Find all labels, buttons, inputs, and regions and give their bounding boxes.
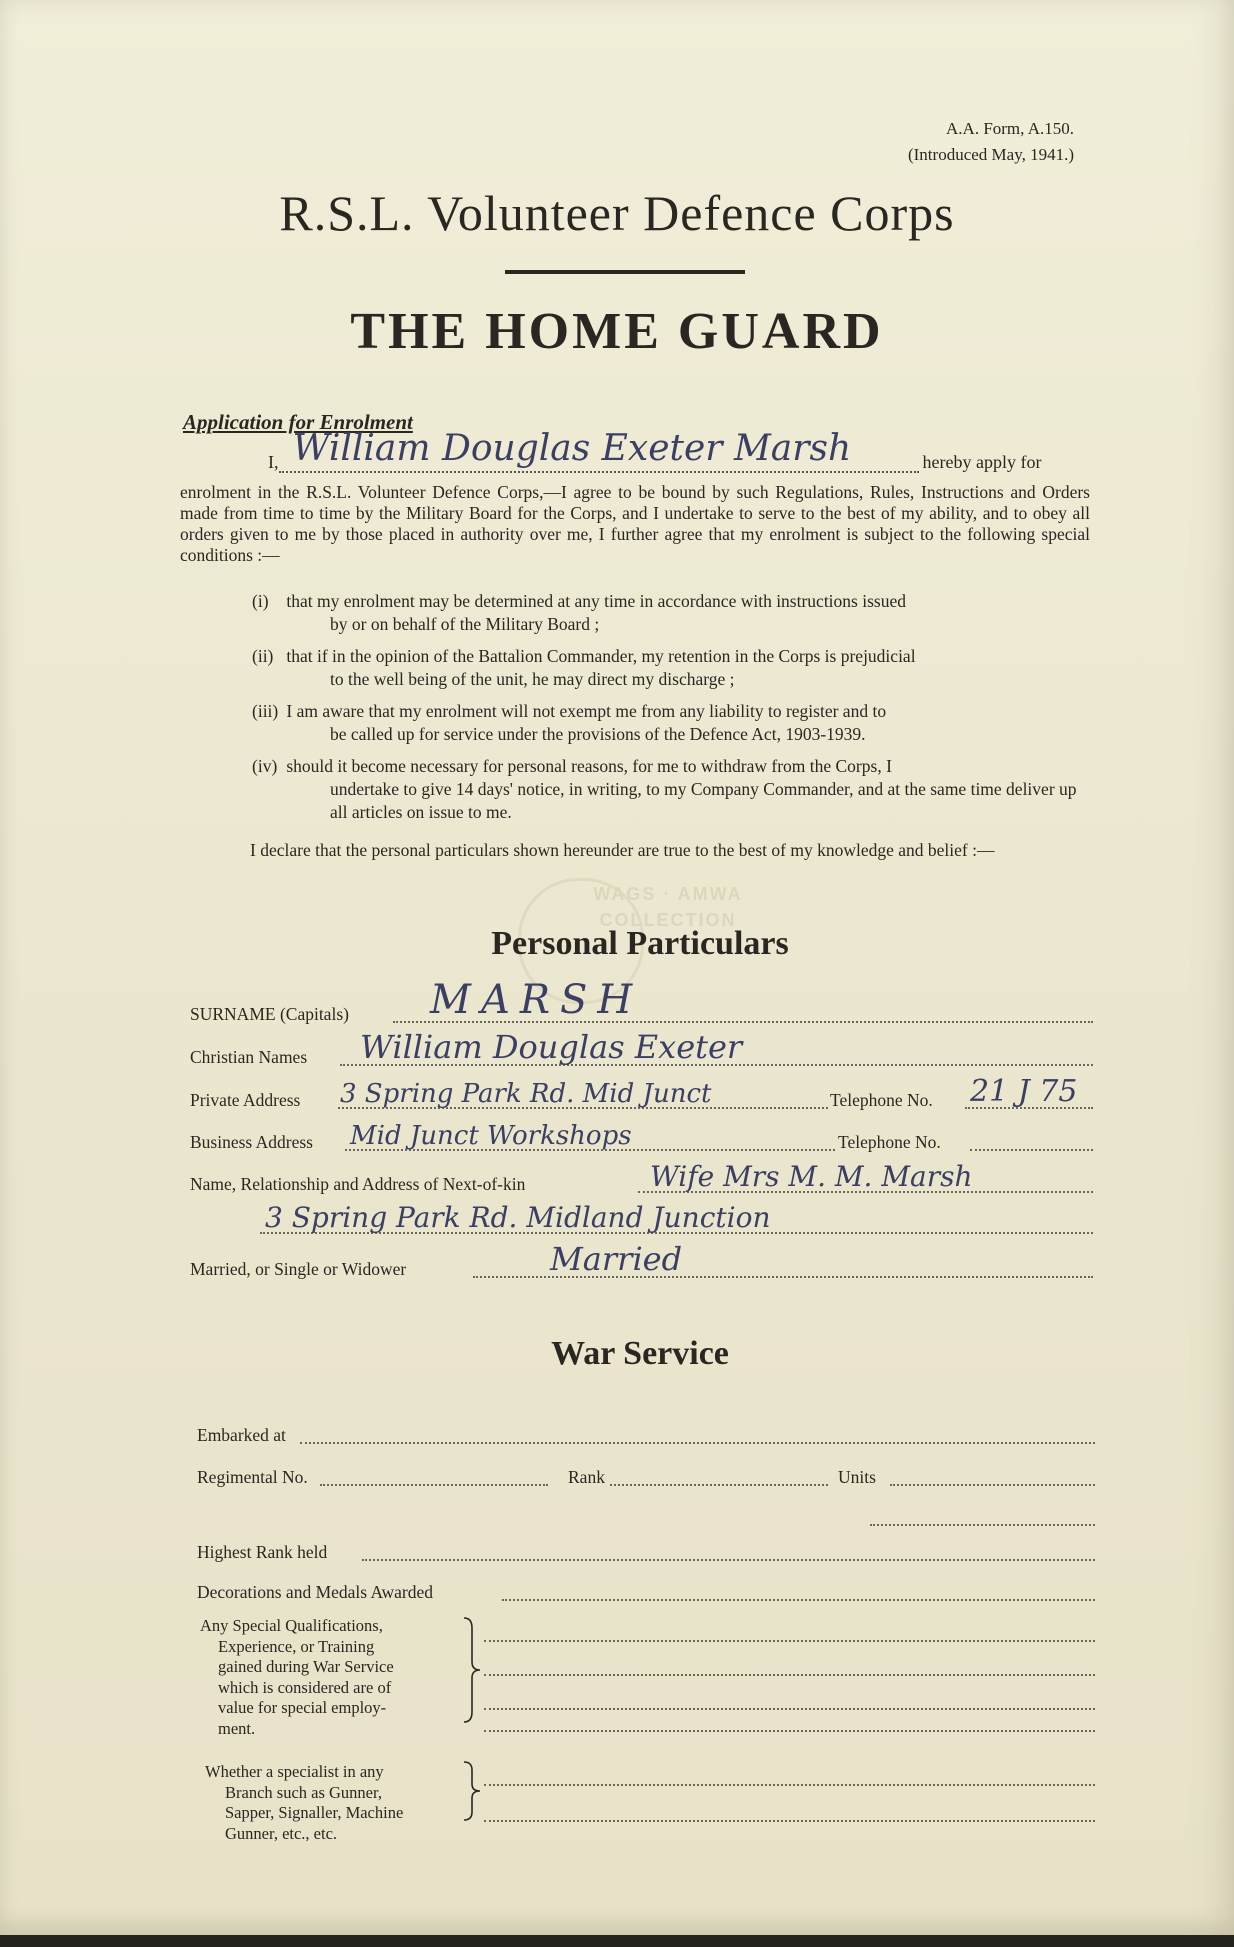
marital-status-row <box>190 1240 1095 1282</box>
surname-value: MARSH <box>430 977 643 1023</box>
agreement-paragraph: enrolment in the R.S.L. Volunteer Defence Corps,—I agree to be bound by such Regulations, Rules, Instructions and Orders made from time to time by the Military Board for the Corps, and I undertake to serve to the best of my ability, and to obey all orders given to me by those placed in authority over me, I further agree that my enrolment is subject to the following special conditions :— <box>180 482 1090 565</box>
christian-names-row <box>190 1028 1095 1070</box>
special-qualifications-field[interactable] <box>484 1640 1095 1642</box>
form-number: A.A. Form, A.150. <box>946 119 1074 138</box>
special-qualifications-field[interactable] <box>484 1730 1095 1732</box>
condition-text: that if in the opinion of the Battalion Commander, my retention in the Corps is prejudicial <box>286 646 916 666</box>
condition-text: should it become necessary for personal reasons, for me to withdraw from the Corps, I <box>286 756 892 776</box>
private-address-value: 3 Spring Park Rd. Mid Junct <box>340 1079 712 1109</box>
application-heading: Application for Enrolment <box>183 410 413 434</box>
business-telephone-field[interactable] <box>970 1149 1093 1151</box>
next-of-kin-address-row <box>190 1201 1095 1238</box>
surname-label: SURNAME (Capitals) <box>190 1004 349 1024</box>
rank-field[interactable] <box>610 1484 828 1486</box>
label-line: Gunner, etc., etc. <box>225 1823 338 1843</box>
label-line: Branch such as Gunner, <box>225 1782 382 1802</box>
condition-text-continued: to the well being of the unit, he may direct my discharge ; <box>330 669 735 689</box>
condition-text: that my enrolment may be determined at any time in accordance with instructions issued <box>286 591 906 611</box>
christian-names-label: Christian Names <box>190 1047 308 1067</box>
decorations-row <box>190 1575 1095 1605</box>
embarked-field[interactable] <box>300 1442 1095 1444</box>
special-qualifications-field[interactable] <box>484 1674 1095 1676</box>
label-line: ment. <box>218 1718 256 1738</box>
specialist-field[interactable] <box>484 1820 1095 1822</box>
form-reference <box>908 116 1074 168</box>
condition-number: (iii) <box>252 701 279 721</box>
page-title: R.S.L. Volunteer Defence Corps <box>279 185 955 241</box>
embarked-label: Embarked at <box>197 1425 286 1445</box>
condition-item <box>252 645 1092 691</box>
condition-number: (i) <box>252 591 269 611</box>
highest-rank-field[interactable] <box>362 1559 1095 1561</box>
condition-item <box>252 755 1092 824</box>
condition-text-continued: by or on behalf of the Military Board ; <box>330 614 600 634</box>
declaration-text: I declare that the personal particulars shown hereunder are true to the best of my knowledge and belief :— <box>250 840 995 860</box>
specialist-field[interactable] <box>484 1784 1095 1786</box>
marital-status-value: Married <box>550 1240 683 1278</box>
regimental-number-label: Regimental No. <box>197 1467 308 1487</box>
label-line: Whether a specialist in any <box>205 1762 384 1781</box>
condition-text: I am aware that my enrolment will not exempt me from any liability to register and to <box>286 701 887 721</box>
form-introduced-date: (Introduced May, 1941.) <box>907 145 1074 164</box>
watermark-line: COLLECTION <box>599 910 737 930</box>
special-qualifications-row <box>190 1616 1095 1646</box>
label-line: gained during War Service <box>218 1657 394 1676</box>
specialist-row <box>190 1796 1095 1826</box>
title-divider <box>505 270 745 274</box>
label-line: Experience, or Training <box>218 1636 375 1656</box>
private-telephone-value: 21 J 75 <box>970 1074 1078 1109</box>
decorations-label: Decorations and Medals Awarded <box>197 1582 434 1602</box>
war-service-heading: War Service <box>551 1335 729 1372</box>
business-address-label: Business Address <box>190 1132 313 1152</box>
condition-text-continued: undertake to give 14 days' notice, in writing, to my Company Commander, and at the same time deliver up all articles on issue to me. <box>330 779 1077 822</box>
embarked-row <box>190 1418 1095 1448</box>
marital-status-label: Married, or Single or Widower <box>190 1259 407 1279</box>
next-of-kin-address-value: 3 Spring Park Rd. Midland Junction <box>265 1201 771 1234</box>
label-line: Any Special Qualifications, <box>200 1616 383 1635</box>
regimental-number-field[interactable] <box>320 1484 548 1486</box>
special-qualifications-row <box>190 1650 1095 1680</box>
label-line: which is considered are of <box>218 1677 392 1697</box>
next-of-kin-label: Name, Relationship and Address of Next-of-kin <box>190 1174 526 1194</box>
units-field[interactable] <box>890 1484 1095 1486</box>
decorations-field[interactable] <box>502 1599 1095 1601</box>
personal-particulars-heading: Personal Particulars <box>491 925 789 962</box>
units-continuation-row <box>190 1500 1095 1530</box>
special-qualifications-row <box>190 1706 1095 1736</box>
condition-text-continued: be called up for service under the provisions of the Defence Act, 1903-1939. <box>330 724 866 744</box>
next-of-kin-value: Wife Mrs M. M. Marsh <box>650 1160 973 1193</box>
label-line: Sapper, Signaller, Machine <box>225 1803 404 1822</box>
highest-rank-row <box>190 1535 1095 1565</box>
units-label: Units <box>838 1467 876 1487</box>
next-of-kin-row <box>190 1160 1095 1197</box>
business-telephone-label: Telephone No. <box>838 1132 941 1152</box>
intro-suffix: hereby apply for <box>922 452 1042 472</box>
private-address-row <box>190 1074 1095 1113</box>
condition-number: (ii) <box>252 646 274 666</box>
watermark-line: WAGS · AMWA <box>593 884 743 904</box>
business-address-value: Mid Junct Workshops <box>350 1121 632 1151</box>
page-bottom-edge <box>0 1935 1234 1947</box>
units-field-continued[interactable] <box>870 1524 1095 1526</box>
business-address-row <box>190 1121 1095 1155</box>
surname-row <box>190 977 1095 1027</box>
highest-rank-label: Highest Rank held <box>197 1542 328 1562</box>
telephone-label: Telephone No. <box>830 1090 933 1110</box>
applicant-name-field[interactable] <box>279 428 919 473</box>
intro-prefix: I, <box>268 452 279 472</box>
regimental-row <box>190 1460 1095 1490</box>
christian-names-value: William Douglas Exeter <box>360 1028 743 1066</box>
rank-label: Rank <box>568 1467 605 1487</box>
private-address-label: Private Address <box>190 1090 301 1110</box>
condition-item <box>252 700 1092 746</box>
condition-item <box>252 590 1092 636</box>
page-subtitle: THE HOME GUARD <box>350 303 884 360</box>
applicant-name: William Douglas Exeter Marsh <box>292 428 852 469</box>
specialist-row <box>190 1760 1095 1790</box>
applicant-line <box>268 428 1042 473</box>
condition-number: (iv) <box>252 756 278 776</box>
label-line: value for special employ- <box>218 1698 387 1717</box>
